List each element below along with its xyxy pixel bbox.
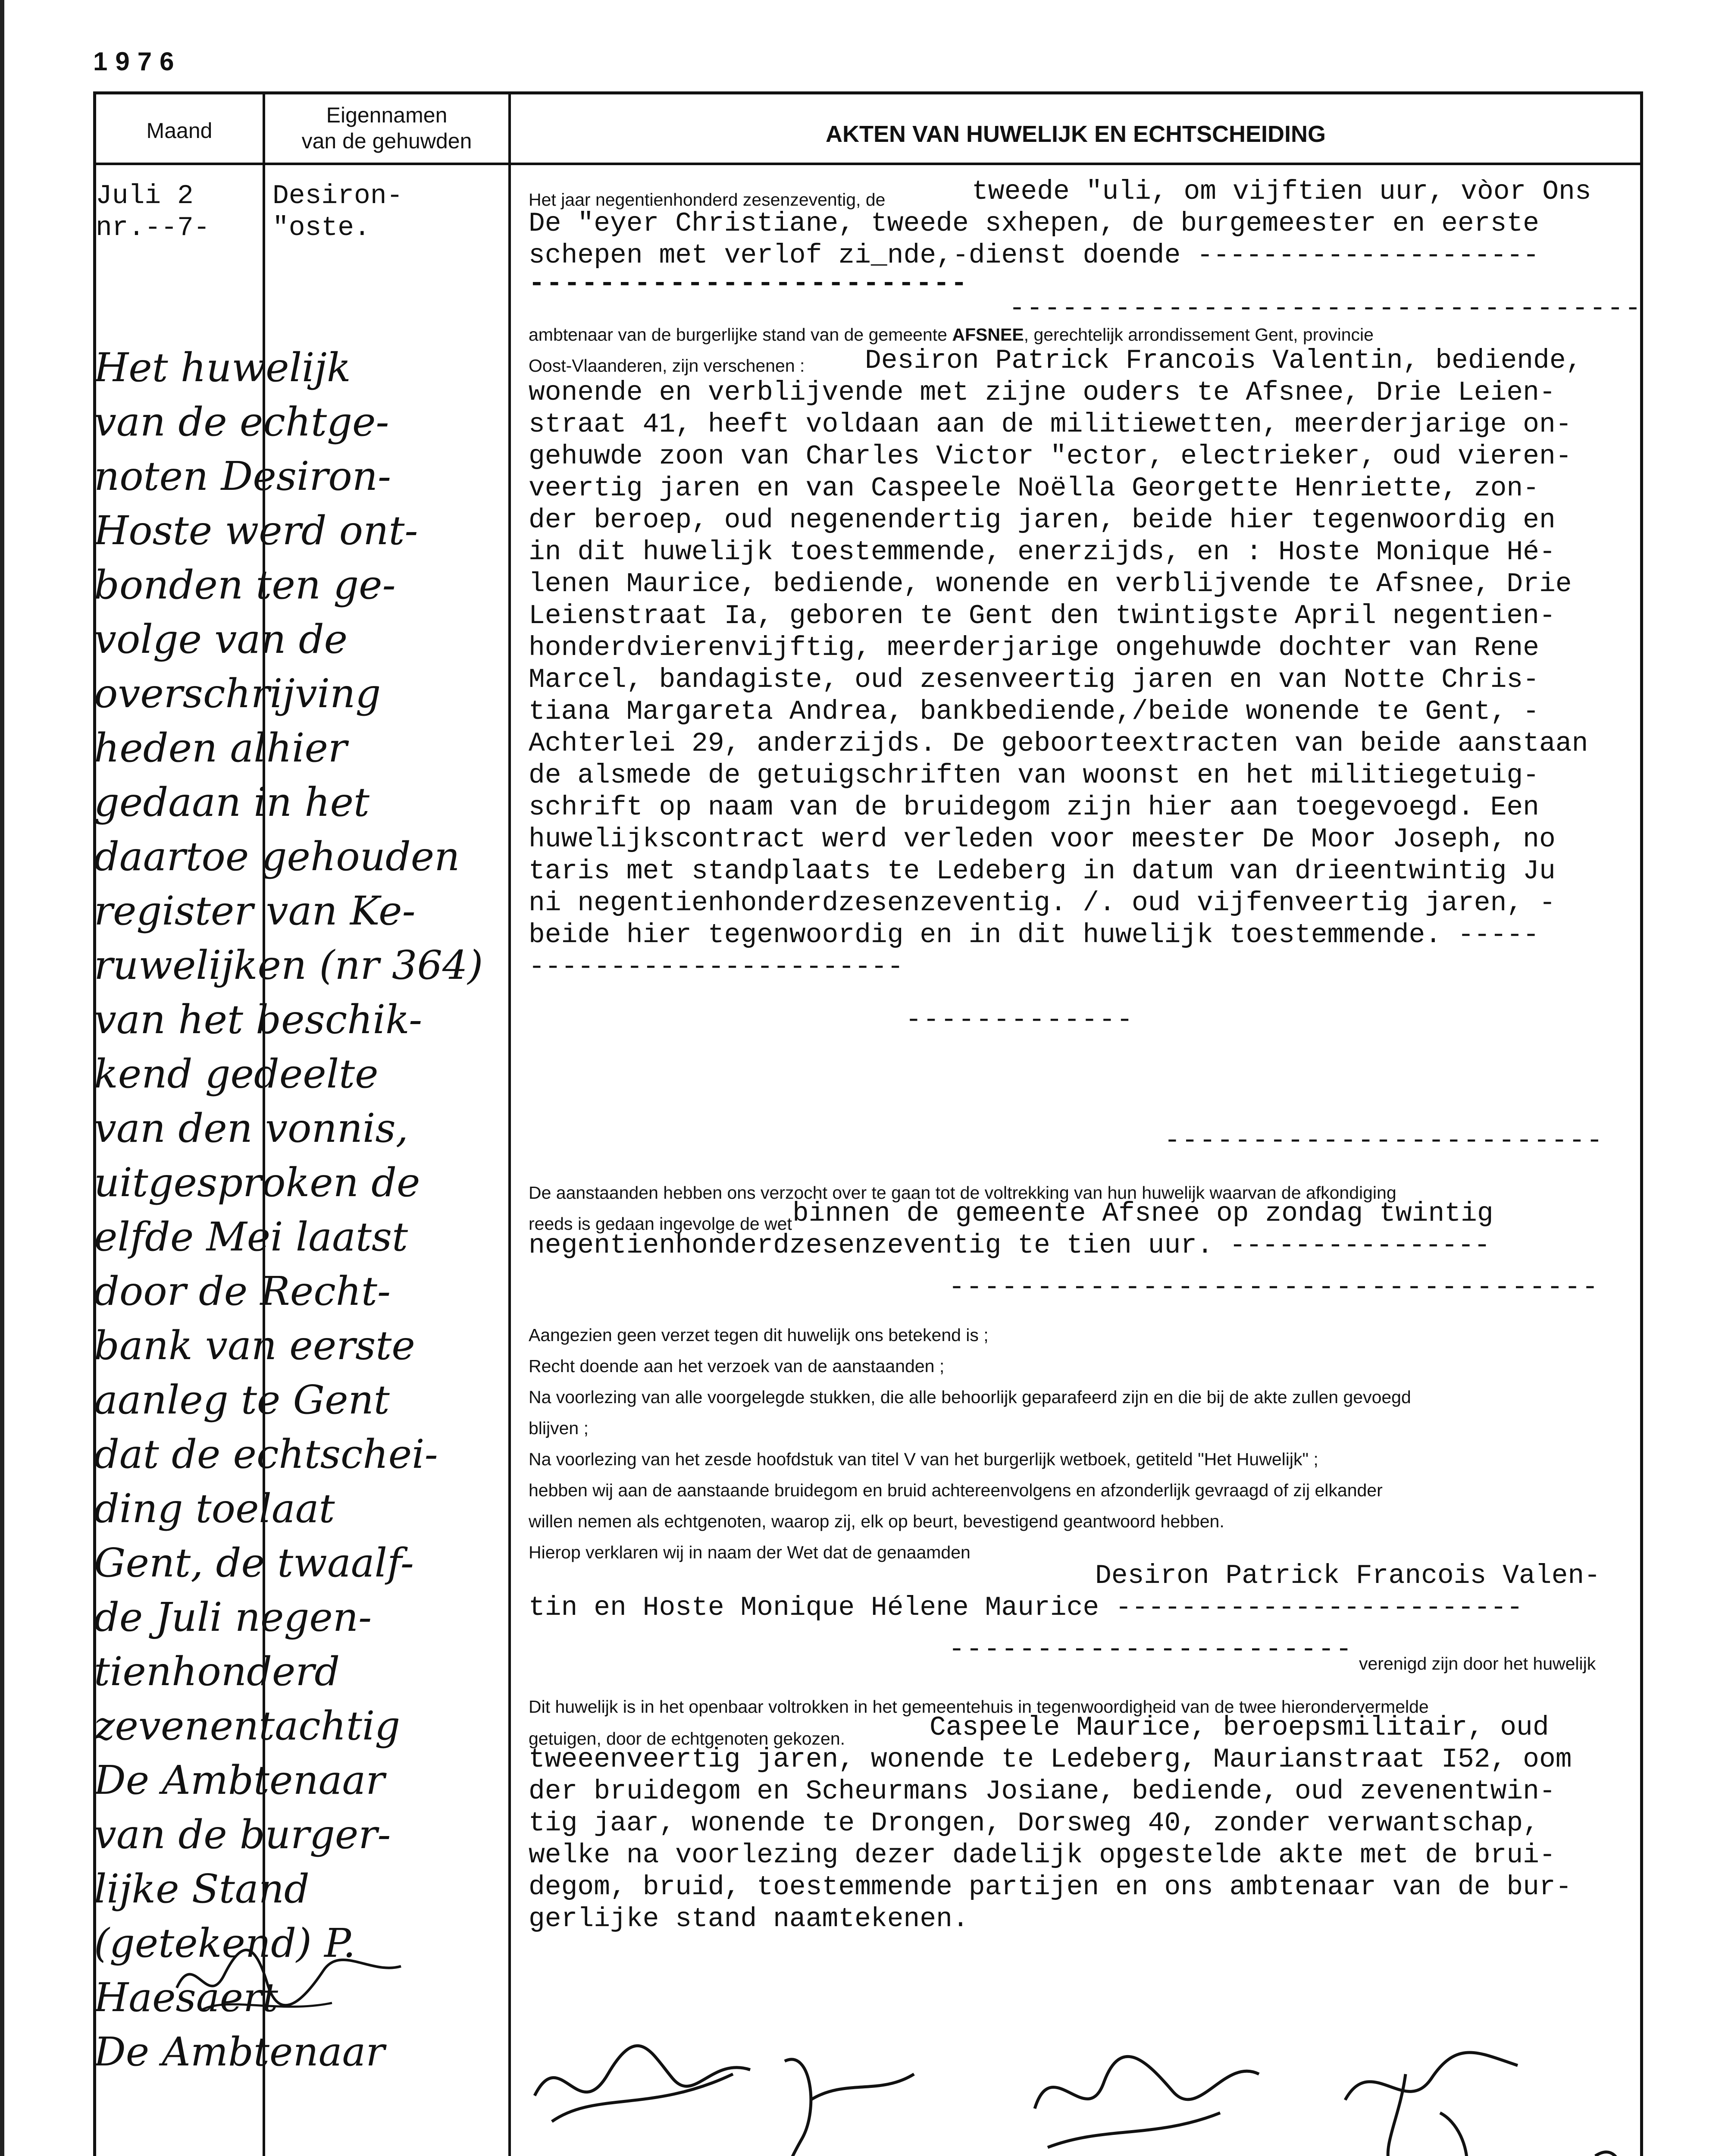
act-dash-mid-2: ------------------------- <box>1164 1125 1604 1156</box>
typed-line: in dit huwelijk toestemmende, enerzijds, en : Hoste Monique Hé- <box>529 537 1556 567</box>
appeared-label: Oost-Vlaanderen, zijn verschenen : <box>529 356 805 376</box>
margin-note-line: elfde Mei laatst <box>94 1214 408 1260</box>
formula-line: Hierop verklaren wij in naam der Wet dat de genaamden <box>529 1542 971 1562</box>
formula-line: Na voorlezing van het zesde hoofdstuk van titel V van het burgerlijk wetboek, getiteld "Het Huwelijk" ; <box>529 1449 1318 1469</box>
margin-note-line: Haesaert <box>94 1974 278 2021</box>
margin-note-line: ding toelaat <box>94 1485 335 1532</box>
united-label: verenigd zijn door het huwelijk <box>1359 1654 1596 1673</box>
typed-line: straat 41, heeft voldaan aan de militiewetten, meerderjarige on- <box>529 409 1572 440</box>
typed-line: degom, bruid, toestemmende partijen en ons ambtenaar van de bur- <box>529 1872 1572 1902</box>
margin-note-line: bank van eerste <box>94 1322 415 1369</box>
typed-line: Caspeele Maurice, beroepsmilitair, oud <box>930 1712 1549 1743</box>
typed-line: Leienstraat Ia, geboren te Gent den twintigste April negentien- <box>529 601 1556 631</box>
typed-line: lenen Maurice, bediende, wonende en verblijvende te Afsnee, Drie <box>529 569 1572 599</box>
signature-hoste <box>783 2059 914 2156</box>
typed-line: ----------------------- <box>529 952 904 982</box>
municipality-name: AFSNEE <box>952 325 1024 345</box>
signature-desiron <box>535 2046 750 2122</box>
typed-line: taris met standplaats te Ledeberg in datum van drieentwintig Ju <box>529 856 1556 887</box>
margin-note-line: heden alhier <box>94 725 347 771</box>
typed-line: de alsmede de getuigschriften van woonst en het militiegetuig- <box>529 760 1539 791</box>
header-rule <box>96 163 1640 165</box>
request-label-a: De aanstaanden hebben ons verzocht over te gaan tot de voltrekking van hun huwelijk waarvan de afkondiging <box>529 1183 1396 1203</box>
margin-note-line: zevenentachtig <box>94 1703 401 1749</box>
request-label-b: reeds is gedaan ingevolge de wet <box>529 1214 792 1234</box>
formula-line: Na voorlezing van alle voorgelegde stukken, die alle behoorlijk geparafeerd zijn en die bij de akte zullen gevoegd <box>529 1387 1411 1407</box>
margin-note-line: (getekend) P. <box>94 1920 356 1966</box>
typed-line: schrift op naam van de bruidegom zijn hier aan toegevoegd. Een <box>529 792 1539 823</box>
act-dash-filler-2: ------------------------------------ <box>1009 293 1643 324</box>
act-date-line: tweede "uli, om vijftien uur, vòor Ons <box>972 176 1591 207</box>
margin-note-line: van de burger- <box>94 1811 391 1858</box>
registrar-label-a: ambtenaar van de burgerlijke stand van de gemeente <box>529 325 952 345</box>
formula-line: Recht doende aan het verzoek van de aanstaanden ; <box>529 1356 945 1376</box>
margin-note-line: Gent, de twaalf- <box>94 1540 414 1586</box>
declared-names: Desiron Patrick Francois Valen- <box>1095 1561 1600 1591</box>
column-divider-names <box>508 94 511 2156</box>
margin-note-line: kend gedeelte <box>94 1051 379 1097</box>
signatures-block <box>509 2027 1664 2156</box>
margin-note-line: gedaan in het <box>94 779 370 825</box>
typed-line: huwelijkscontract werd verleden voor meester De Moor Joseph, no <box>529 824 1556 855</box>
margin-note-line: Hoste werd ont- <box>94 508 418 554</box>
header-names: Eigennamen van de gehuwden <box>301 103 472 153</box>
act-officiant-line: De "eyer Christiane, tweede sxhepen, de burgemeester en eerste <box>529 208 1539 239</box>
formula-line: hebben wij aan de aanstaande bruidegom en bruid achtereenvolgens en afzonderlijk gevraagd of zij elkander <box>529 1480 1383 1500</box>
typed-line: tiana Margareta Andrea, bankbediende,/beide wonende te Gent, - <box>529 696 1539 727</box>
margin-note-line: aanleg te Gent <box>94 1377 390 1423</box>
typed-line: welke na voorlezing dezer dadelijk opgestelde akte met de brui- <box>529 1840 1556 1871</box>
typed-line: gerlijke stand naamtekenen. <box>529 1904 969 1934</box>
typed-line: beide hier tegenwoordig en in dit huwelijk toestemmende. ----- <box>529 920 1539 950</box>
margin-note-line: door de Recht- <box>94 1268 391 1314</box>
margin-note-line: daartoe gehouden <box>94 834 460 880</box>
margin-note-line: dat de echtschei- <box>94 1431 438 1477</box>
register-year: 1976 <box>93 47 182 76</box>
signature-scheurmans <box>1345 2053 1518 2156</box>
registrar-label-b: , gerechtelijk arrondissement Gent, provincie <box>1024 325 1374 345</box>
signature-de-meyer <box>1587 2152 1656 2156</box>
margin-note-line: Het huwelijk <box>94 345 351 391</box>
header-title: AKTEN VAN HUWELIJK EN ECHTSCHEIDING <box>825 121 1326 147</box>
formula-line: willen nemen als echtgenoten, waarop zij, elk op beurt, bevestigend geantwoord hebben. <box>529 1511 1224 1531</box>
margin-note-line: ruwelijken (nr 364) <box>94 942 483 988</box>
formula-line: blijven ; <box>529 1418 589 1438</box>
typed-line: tig jaar, wonende te Drongen, Dorsweg 40, zonder verwantschap, <box>529 1808 1539 1839</box>
margin-note-line: overschrijving <box>94 671 381 717</box>
margin-note-line: de Juli negen- <box>94 1594 372 1640</box>
typed-line: ni negentienhonderdzesenzeventig. /. oud vijfenveertig jaren, - <box>529 888 1556 918</box>
header-month: Maand <box>146 119 213 143</box>
registrar-label <box>529 323 1374 347</box>
act-dash-filler: ------------------------- <box>529 268 969 299</box>
declared-names-cont: tin en Hoste Monique Hélene Maurice ------------------------- <box>529 1592 1523 1623</box>
signature-caspeele <box>1035 2056 1259 2147</box>
typed-line: honderdvierenvijftig, meerderjarige ongehuwde dochter van Rene <box>529 633 1539 663</box>
act-intro-label: Het jaar negentienhonderd zesenzeventig, de <box>529 190 886 210</box>
publication-line: binnen de gemeente Afsnee op zondag twintig <box>792 1198 1493 1229</box>
entry-spouses-cont: "oste. <box>272 213 370 243</box>
act-dash-mid-3: ------------------------------------- <box>949 1272 1600 1303</box>
margin-note-signature <box>168 1923 410 2022</box>
witnesses-label-a: Dit huwelijk is in het openbaar voltrokken in het gemeentehuis in tegenwoordigheid van de twee hierondervermelde <box>529 1697 1429 1717</box>
margin-note-line: uitgesproken de <box>94 1159 420 1206</box>
margin-note-line: bonden ten ge- <box>94 562 396 608</box>
publication-line-2: negentienhonderdzesenzeventig te tien uur. ---------------- <box>529 1230 1490 1261</box>
margin-note-line: De Ambtenaar <box>94 1757 385 1803</box>
margin-note-line: register van Ke- <box>94 888 416 934</box>
typed-line: tweeenveertig jaren, wonende te Ledeberg, Maurianstraat I52, oom <box>529 1744 1572 1775</box>
margin-note-line: van de echtge- <box>94 399 389 445</box>
declared-dash: ----------------------- <box>949 1634 1353 1665</box>
margin-note-line: van den vonnis, <box>94 1105 408 1151</box>
margin-note-line: volge van de <box>94 616 348 662</box>
scan-edge-strip <box>0 0 4 2156</box>
typed-line: veertig jaren en van Caspeele Noëlla Georgette Henriette, zon- <box>529 473 1539 504</box>
margin-note-line: noten Desiron- <box>94 453 391 499</box>
margin-note-line: lijke Stand <box>94 1866 310 1912</box>
act-officiant-line-2: schepen met verlof zi_nde,-dienst doende --------------------- <box>529 240 1539 271</box>
formula-line: Aangezien geen verzet tegen dit huwelijk ons betekend is ; <box>529 1325 989 1345</box>
entry-number: nr.--7- <box>96 213 210 243</box>
margin-note-handwritten <box>94 341 504 2079</box>
typed-line: Desiron Patrick Francois Valentin, bediende, <box>865 345 1582 376</box>
witnesses-label-b: getuigen, door de echtgenoten gekozen. <box>529 1729 845 1749</box>
entry-month: Juli 2 <box>96 181 194 211</box>
margin-note-line: van het beschik- <box>94 997 423 1043</box>
typed-line: gehuwde zoon van Charles Victor "ector, electrieker, oud vieren- <box>529 441 1572 472</box>
margin-note-line: De Ambtenaar <box>94 2029 385 2075</box>
margin-note-line: tienhonderd <box>94 1648 340 1695</box>
typed-line: wonende en verblijvende met zijne ouders te Afsnee, Drie Leien- <box>529 377 1556 408</box>
typed-line: der beroep, oud negenendertig jaren, beide hier tegenwoordig en <box>529 505 1556 536</box>
typed-line: Marcel, bandagiste, oud zesenveertig jaren en van Notte Chris- <box>529 664 1539 695</box>
typed-line: der bruidegom en Scheurmans Josiane, bediende, oud zevenentwin- <box>529 1776 1556 1807</box>
entry-spouses: Desiron- <box>272 181 403 211</box>
act-dash-mid-1: ------------- <box>905 1005 1134 1035</box>
typed-line: Achterlei 29, anderzijds. De geboorteextracten van beide aanstaan <box>529 728 1588 759</box>
